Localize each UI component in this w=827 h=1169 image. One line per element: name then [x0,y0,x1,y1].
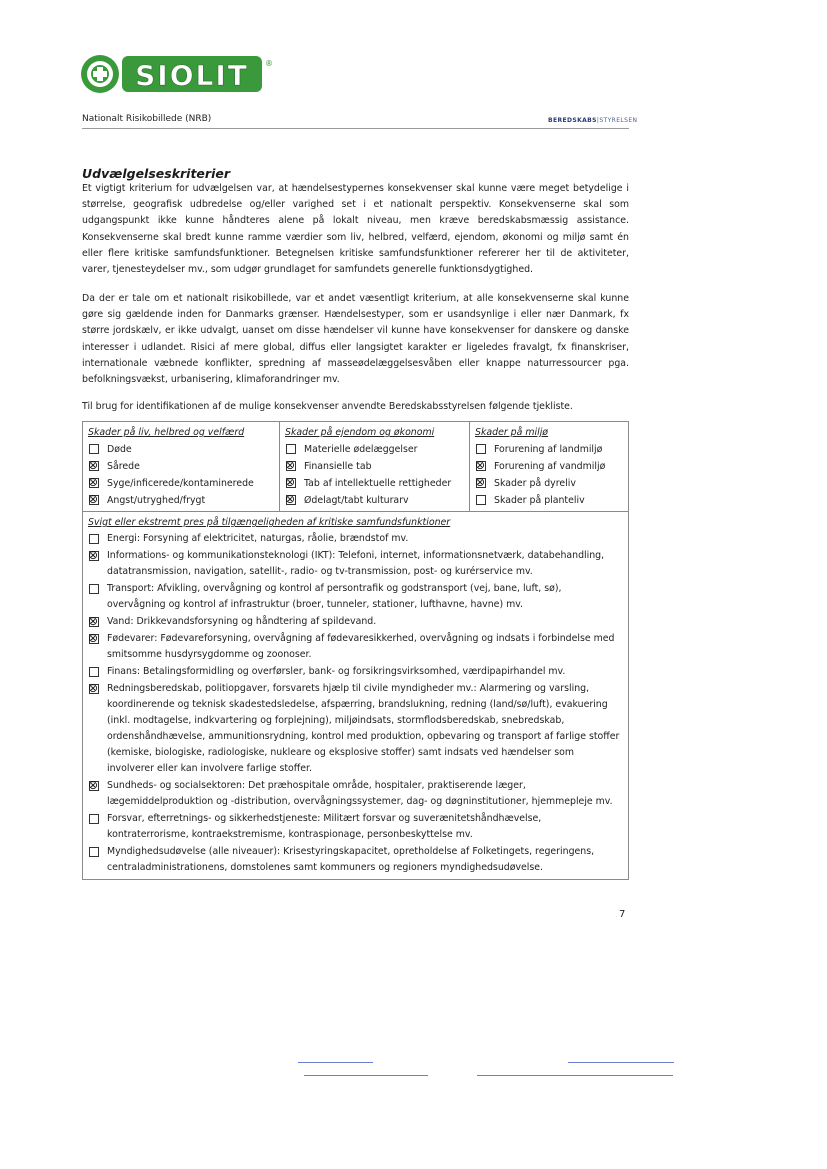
header-document-title: Nationalt Risikobillede (NRB) [82,114,212,124]
checklist-item[interactable]: ⊗ Redningsberedskab, politiopgaver, forsvarets hjælp til civile myndigheder mv.: Alarmering og varsling, koordinerende og teknisk skadestedsledelse, afspærring, brandslukning, redning (land/sø/luft), evakuering (inkl. modtagelse, indkvartering og forplejning), miljøindsats, stormflodsberedskab, snebredskab, ordenshåndhævelse, ammunitionsrydning, kontrol med produktion, opbevaring og transport af farlige stoffer (kemiske, biologiske, radiologiske, nukleare og eksplosive stoffer) samt indsats ved hændelser som involverer eller kan involvere farlige stoffer. [88,681,623,777]
checkbox-icon[interactable] [89,617,99,627]
checklist-item[interactable]: Energi: Forsyning af elektricitet, naturgas, råolie, brændstof mv. [88,531,623,547]
section-heading: Udvælgelseskriterier [82,166,231,181]
checkbox-icon[interactable] [286,495,296,505]
checklist-item[interactable]: Materielle ødelæggelser [285,441,464,458]
checklist-item[interactable]: ⊗ Sundheds- og socialsektoren: Det præhospitale område, hospitaler, praktiserende læger, lægemiddelproduktion og -distribution, overvågningssystemer, dag- og døgninstitutioner, hjemmepleje mv. [88,778,623,810]
checklist-item[interactable]: Skader på planteliv [475,492,623,509]
checkbox-icon[interactable] [89,847,99,857]
column-title: Skader på ejendom og økonomi [285,427,435,438]
checklist-item[interactable]: ⊗ Angst/utryghed/frygt [88,492,274,509]
checkbox-icon[interactable] [476,478,486,488]
checkbox-icon[interactable] [89,478,99,488]
column-title: Skader på miljø [475,427,549,438]
checklist-column-life [83,422,280,512]
checkbox-icon[interactable] [89,634,99,644]
column-title: Skader på liv, helbred og velfærd [88,427,245,438]
checkbox-icon[interactable] [476,461,486,471]
critical-functions-title: Svigt eller ekstremt pres på tilgængeligheden af kritiske samfundsfunktioner [88,517,451,528]
checklist-item[interactable]: Forsvar, efterretnings- og sikkerhedstjeneste: Militært forsvar og suverænitetshåndhævelse, kontraterrorisme, kontraekstremisme, kontraspionage, personbeskyttelse mv. [88,811,623,843]
checkbox-icon[interactable] [89,444,99,454]
checkbox-icon[interactable] [89,684,99,694]
checklist-item[interactable]: ⊗ Vand: Drikkevandsforsyning og håndtering af spildevand. [88,614,623,630]
checkbox-icon[interactable] [89,461,99,471]
checkbox-icon[interactable] [89,495,99,505]
checkbox-icon[interactable] [286,461,296,471]
logo-text: SIOLIT [135,59,249,92]
checkbox-icon[interactable] [89,814,99,824]
checklist-item[interactable]: ⊗ Forurening af vandmiljø [475,458,623,475]
checkbox-icon[interactable] [476,495,486,505]
footer-link-underline[interactable] [298,1062,373,1063]
paragraph-3: Til brug for identifikationen af de mulige konsekvenser anvendte Beredskabsstyrelsen følgende tjekliste. [82,401,573,412]
checklist-item[interactable]: ⊗ Syge/inficerede/kontaminerede [88,475,274,492]
checklist-column-environment [470,422,629,512]
paragraph-1: Et vigtigt kriterium for udvælgelsen var, at hændelsestypernes konsekvenser skal kunne være meget betydelige i størrelse, geografisk udbredelse og/eller varighed set i et nationalt perspektiv. Konsekvenserne skal som udgangspunkt ikke kunne håndteres alene på lokalt niveau, men kræve beredskabsmæssig assistance. Konsekvenserne skal bredt kunne ramme værdier som liv, helbred, velfærd, ejendom, økonomi og miljø samt én eller flere kritiske samfundsfunktioner. Betegnelsen kritiske samfundsfunktioner refererer her til de aktiviteter, varer, tjenesteydelser mv., som udgør grundlaget for samfundets generelle funktionsdygtighed. [82,183,629,276]
logo-registered-mark: ® [265,59,273,68]
consequence-checklist [82,421,629,880]
checklist-item[interactable]: ⊗ Fødevarer: Fødevareforsyning, overvågning af fødevaresikkerhed, overvågning og indsats i forbindelse med smitsomme husdyrsygdomme og zoonoser. [88,631,623,663]
siolit-logo [80,52,273,96]
checkbox-icon[interactable] [89,781,99,791]
checklist-item[interactable]: ⊗ Ødelagt/tabt kulturarv [285,492,464,509]
checkbox-icon[interactable] [89,584,99,594]
checkbox-icon[interactable] [89,667,99,677]
checklist-item[interactable]: Myndighedsudøvelse (alle niveauer): Krisestyringskapacitet, opretholdelse af Folketingets, regeringens, centraladministrationens, domstolenes samt kommuners og regioners myndighedsudøvelse. [88,844,623,876]
footer-link-underline[interactable] [477,1075,673,1076]
checkbox-icon[interactable] [89,551,99,561]
checklist-item[interactable]: ⊗ Sårede [88,458,274,475]
page-number: 7 [619,909,626,920]
checkbox-icon[interactable] [286,444,296,454]
checklist-critical-functions [83,512,629,880]
checklist-item[interactable]: Transport: Afvikling, overvågning og kontrol af persontrafik og godstransport (vej, bane, luft, sø), overvågning og kontrol af infrastruktur (broer, tunneler, stationer, lufthavne, havne) mv. [88,581,623,613]
checkbox-icon[interactable] [476,444,486,454]
checklist-item[interactable]: Døde [88,441,274,458]
checklist-item[interactable]: Finans: Betalingsformidling og overførsler, bank- og forsikringsvirksomhed, værdipapirhandel mv. [88,664,623,680]
header-divider [82,128,629,129]
checklist-column-property [280,422,470,512]
checkbox-icon[interactable] [89,534,99,544]
footer-link-underline[interactable] [304,1075,428,1076]
paragraph-2: Da der er tale om et nationalt risikobillede, var et andet væsentligt kriterium, at alle konsekvenserne skal kunne gøre sig gældende inden for Danmarks grænser. Hændelsestyper, som er usandsynlige i eller nær Danmark, fx større jordskælv, er ikke udvalgt, uanset om disse hændelser vil kunne have konsekvenser for danskere og danske interesser i udlandet. Risici af mere global, diffus eller langsigtet karakter er ligeledes fravalgt, fx finanskriser, internationale væbnede konflikter, spredning af masseødelæggelsesvåben eller knappe naturressourcer pga. befolkningsvækst, urbanisering, klimaforandringer mv. [82,293,629,386]
checklist-item[interactable]: ⊗ Skader på dyreliv [475,475,623,492]
checkbox-icon[interactable] [286,478,296,488]
checklist-item[interactable]: Forurening af landmiljø [475,441,623,458]
checklist-item[interactable]: ⊗ Tab af intellektuelle rettigheder [285,475,464,492]
footer-link-underline[interactable] [568,1062,674,1063]
checklist-item[interactable]: ⊗ Informations- og kommunikationsteknologi (IKT): Telefoni, internet, informationsnetværk, databehandling, datatransmission, navigation, satellit-, radio- og tv-transmission, post- og kurérservice mv. [88,548,623,580]
checklist-item[interactable]: ⊗ Finansielle tab [285,458,464,475]
header-agency-logo: BEREDSKABS|STYRELSEN [548,117,638,124]
